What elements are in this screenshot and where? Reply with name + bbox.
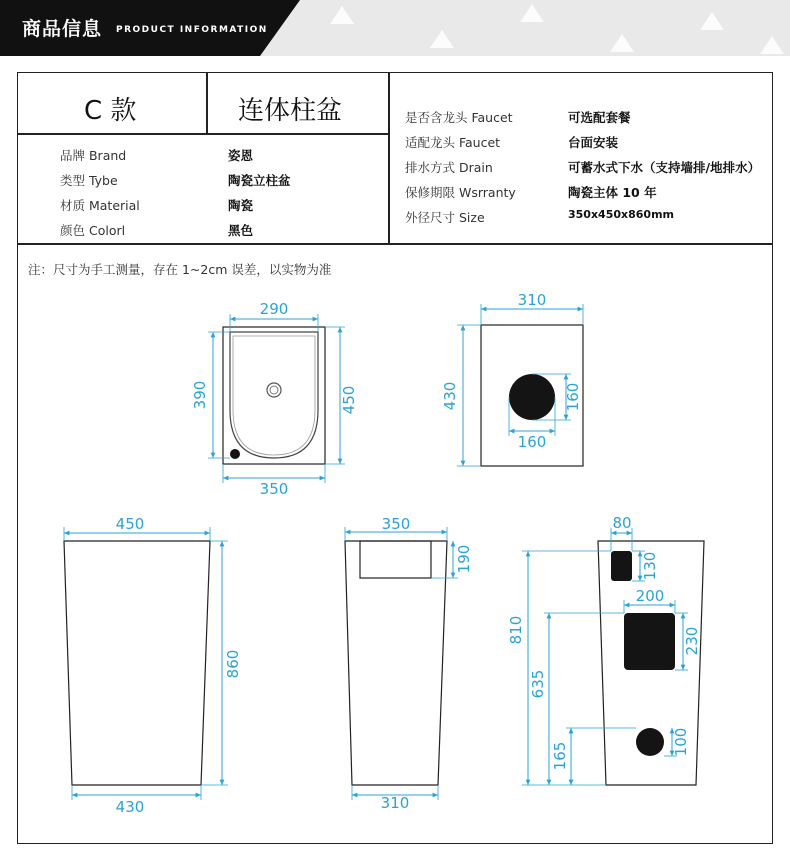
back-view	[441, 291, 583, 466]
spec-label-material: 材质 Material	[60, 198, 140, 213]
dim-rear-100: 100	[672, 727, 690, 757]
dim-rear-810: 810	[507, 615, 525, 645]
dim-front-430: 430	[115, 798, 145, 816]
spec-label-warranty: 保修期限 Wsrranty	[405, 185, 516, 200]
dim-top-390: 390	[191, 380, 209, 410]
spec-label-faucet: 是否含龙头 Faucet	[405, 110, 513, 125]
spec-label-faucet-fit: 适配龙头 Faucet	[405, 135, 501, 150]
front-view	[64, 515, 242, 816]
dim-top-450: 450	[340, 385, 358, 415]
header-title: 商品信息	[22, 18, 103, 40]
dim-back-160-horizontal: 160	[517, 433, 547, 451]
spec-value-color: 黑色	[228, 223, 254, 238]
spec-label-brand: 品牌 Brand	[60, 148, 127, 163]
dim-side-190: 190	[455, 544, 473, 574]
spec-value-faucet-fit: 台面安装	[568, 135, 619, 150]
dim-rear-635: 635	[529, 669, 547, 699]
spec-value-type: 陶瓷立柱盆	[228, 173, 291, 188]
dim-rear-130: 130	[641, 551, 659, 581]
side-view	[345, 515, 473, 812]
dim-top-350: 350	[259, 480, 289, 498]
dim-rear-200: 200	[635, 587, 665, 605]
dim-side-310: 310	[380, 794, 410, 812]
spec-value-warranty: 陶瓷主体 10 年	[568, 185, 657, 200]
spec-label-color: 颜色 Colorl	[60, 223, 126, 238]
dim-rear-165: 165	[551, 741, 569, 771]
dim-side-350: 350	[381, 515, 411, 533]
spec-value-size: 350x450x860mm	[568, 208, 674, 221]
dim-rear-230: 230	[683, 626, 701, 656]
spec-label-type: 类型 Tybe	[60, 173, 118, 188]
dim-back-310: 310	[517, 291, 547, 309]
top-view	[191, 300, 358, 498]
dim-back-430: 430	[441, 381, 459, 411]
model-code: C 款	[84, 96, 137, 126]
spec-value-faucet: 可选配套餐	[568, 110, 631, 125]
dim-rear-80: 80	[612, 514, 632, 532]
dim-front-450: 450	[115, 515, 145, 533]
dim-top-290: 290	[259, 300, 289, 318]
spec-value-material: 陶瓷	[228, 198, 254, 213]
model-name: 连体柱盆	[238, 96, 343, 126]
spec-label-drain: 排水方式 Drain	[405, 160, 493, 175]
spec-value-brand: 姿恩	[228, 148, 254, 163]
measurement-note: 注：尺寸为手工测量，存在 1~2cm 误差，以实物为准	[28, 262, 332, 277]
spec-label-size: 外径尺寸 Size	[405, 210, 485, 225]
header-subtitle: PRODUCT INFORMATION	[116, 25, 268, 35]
rear-view	[507, 514, 704, 785]
dim-front-860: 860	[224, 649, 242, 679]
spec-value-drain: 可蓄水式下水（支持墙排/地排水）	[568, 160, 761, 175]
dim-back-160-vertical: 160	[564, 382, 582, 412]
